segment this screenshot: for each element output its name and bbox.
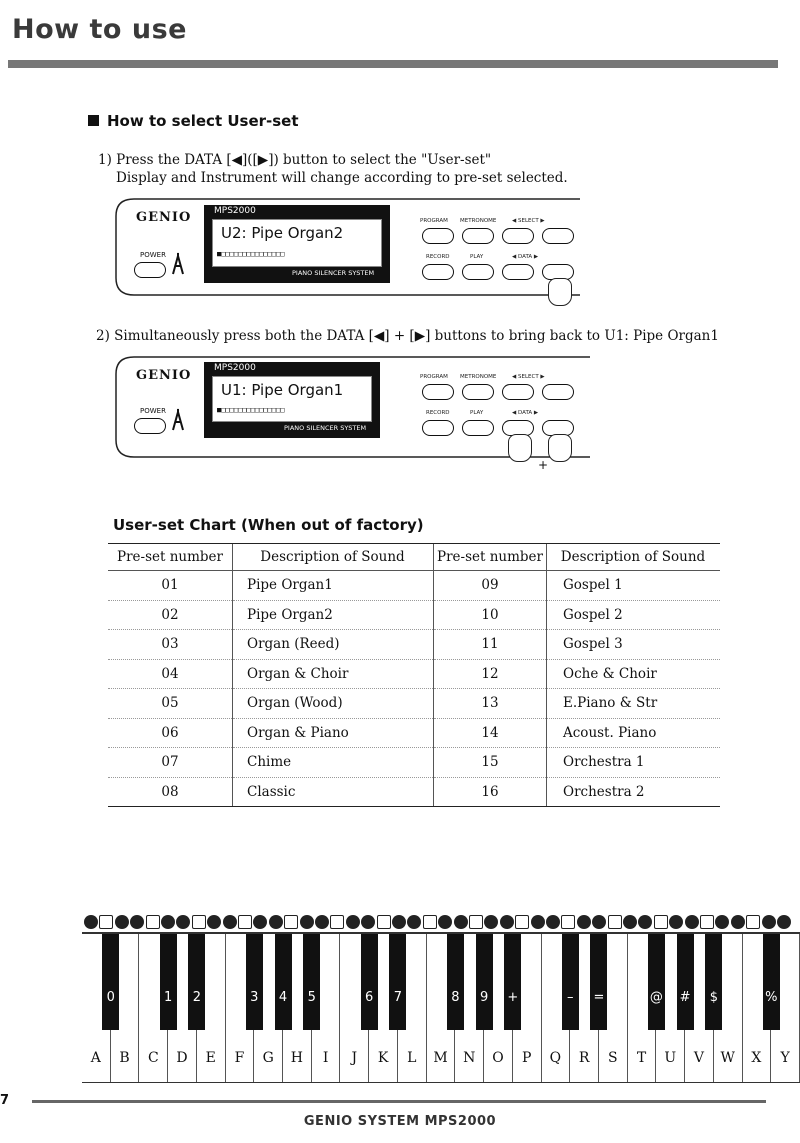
table-row (108, 659, 720, 689)
footer-text: GENIO SYSTEM MPS2000 (303, 1114, 497, 1129)
white-key-letter: V (693, 1050, 705, 1066)
black-key[interactable] (303, 934, 320, 1030)
table-row (108, 630, 720, 660)
black-key[interactable] (389, 934, 406, 1030)
key-marker-icon (777, 915, 791, 929)
key-marker-icon (192, 915, 206, 929)
sound-name: E.Piano & Str (547, 689, 721, 719)
key-marker-icon (577, 915, 591, 929)
label-program: PROGRAM (420, 374, 448, 380)
preset-number: 05 (108, 689, 233, 719)
key-marker-icon (592, 915, 606, 929)
sound-name: Gospel 2 (547, 600, 721, 630)
table-row (108, 748, 720, 778)
pressing-hand-icon (548, 278, 572, 306)
white-key-letter: R (578, 1050, 590, 1066)
key-marker-icon (253, 915, 267, 929)
black-key[interactable] (763, 934, 780, 1030)
black-key[interactable] (160, 934, 177, 1030)
key-marker-icon (284, 915, 298, 929)
white-key-letter: I (322, 1050, 329, 1066)
black-key[interactable] (447, 934, 464, 1030)
table-header-row (108, 544, 720, 571)
pressing-hand-left-icon (508, 434, 532, 462)
white-key-letter: O (492, 1050, 504, 1066)
sound-name: Organ & Piano (233, 718, 434, 748)
lcd-indicator-bar: ■□□□□□□□□□□□□□□□ (217, 250, 285, 258)
black-key[interactable] (590, 934, 607, 1030)
key-marker-icon (130, 915, 144, 929)
preset-number: 11 (434, 630, 547, 660)
step-1-line-1: 1) Press the DATA [◀]([▶]) button to select the "User-set" (98, 152, 492, 168)
key-marker-icon (515, 915, 529, 929)
black-key-char: 5 (307, 990, 316, 1005)
black-key-char: 0 (106, 990, 115, 1005)
lcd-screen (212, 219, 382, 267)
key-marker-icon (423, 915, 437, 929)
black-key[interactable] (504, 934, 521, 1030)
label-select: ◀ SELECT ▶ (512, 374, 545, 380)
black-key[interactable] (361, 934, 378, 1030)
key-marker-icon (762, 915, 776, 929)
white-key-letter: D (176, 1050, 188, 1066)
black-key[interactable] (476, 934, 493, 1030)
black-key[interactable] (102, 934, 119, 1030)
record-button[interactable] (422, 264, 454, 280)
power-plug-icon (170, 408, 186, 432)
label-data: ◀ DATA ▶ (512, 254, 539, 260)
label-record: RECORD (426, 254, 450, 260)
preset-number: 15 (434, 748, 547, 778)
preset-number: 14 (434, 718, 547, 748)
brand-label: GENIO (136, 210, 192, 225)
black-key[interactable] (188, 934, 205, 1030)
lcd-text: U1: Pipe Organ1 (221, 381, 344, 399)
power-button[interactable] (134, 262, 166, 278)
white-key-letter: B (119, 1050, 130, 1066)
preset-number: 10 (434, 600, 547, 630)
key-marker-icon (731, 915, 745, 929)
lcd-model: MPS2000 (214, 206, 256, 216)
white-key-letter: G (262, 1050, 274, 1066)
table-row (108, 718, 720, 748)
key-marker-icon (608, 915, 622, 929)
plus-sign: + (538, 458, 549, 472)
key-marker-icon (746, 915, 760, 929)
lcd-model: MPS2000 (214, 363, 256, 373)
key-marker-icon (484, 915, 498, 929)
white-key-letter: H (290, 1050, 303, 1066)
lcd-text: U2: Pipe Organ2 (221, 224, 344, 242)
black-key[interactable] (705, 934, 722, 1030)
sound-name: Organ (Wood) (233, 689, 434, 719)
col-header: Pre-set number (108, 544, 233, 571)
black-key-char: 4 (278, 990, 288, 1005)
metronome-button[interactable] (462, 384, 494, 400)
black-key-char: 2 (192, 990, 202, 1005)
sound-name: Gospel 3 (547, 630, 721, 660)
key-marker-icon (700, 915, 714, 929)
lcd-display (204, 362, 380, 438)
key-marker-icon (407, 915, 421, 929)
black-key-char: 1 (164, 990, 173, 1005)
black-key-char: 7 (393, 990, 403, 1005)
key-marker-icon (392, 915, 406, 929)
white-key-letter: X (751, 1050, 762, 1066)
lcd-screen (212, 376, 372, 422)
power-label: POWER (140, 251, 166, 259)
white-key-letter: T (636, 1050, 647, 1066)
table-row (108, 571, 720, 601)
select-left-button[interactable] (502, 384, 534, 400)
key-marker-icon (223, 915, 237, 929)
control-panel-1 (114, 196, 580, 296)
preset-number: 04 (108, 659, 233, 689)
key-marker-icon (546, 915, 560, 929)
black-key[interactable] (562, 934, 579, 1030)
label-metronome: METRONOME (460, 374, 497, 380)
key-marker-icon (500, 915, 514, 929)
bullet-square-icon (88, 115, 99, 126)
black-key-char: $ (709, 990, 718, 1005)
white-key-letter: J (351, 1050, 358, 1066)
black-key-char: = (593, 990, 605, 1005)
preset-number: 02 (108, 600, 233, 630)
white-key-letter: N (463, 1050, 476, 1066)
col-header: Description of Sound (547, 544, 721, 571)
white-key-letter: L (407, 1050, 417, 1066)
black-key-char: 8 (451, 990, 460, 1005)
key-marker-icon (469, 915, 483, 929)
black-key-char: – (566, 990, 574, 1005)
black-key-char: % (765, 990, 778, 1005)
sound-name: Chime (233, 748, 434, 778)
label-play: PLAY (470, 254, 484, 260)
preset-number: 01 (108, 571, 233, 601)
key-marker-icon (654, 915, 668, 929)
key-marker-icon (207, 915, 221, 929)
power-plug-icon (170, 252, 186, 276)
black-key[interactable] (246, 934, 263, 1030)
lcd-system-label: PIANO SILENCER SYSTEM (284, 424, 367, 432)
sound-name: Acoust. Piano (547, 718, 721, 748)
sound-name: Oche & Choir (547, 659, 721, 689)
key-marker-icon (685, 915, 699, 929)
preset-number: 09 (434, 571, 547, 601)
white-key-letter: U (664, 1050, 677, 1066)
key-marker-icon (84, 915, 98, 929)
table-row (108, 689, 720, 719)
preset-number: 03 (108, 630, 233, 660)
sound-name: Gospel 1 (547, 571, 721, 601)
black-key-char: 3 (250, 990, 259, 1005)
key-marker-icon (99, 915, 113, 929)
data-left-button[interactable] (502, 264, 534, 280)
sound-name: Orchestra 1 (547, 748, 721, 778)
black-key-char: # (679, 990, 691, 1005)
label-select: ◀ SELECT ▶ (512, 218, 545, 224)
footer-rule (32, 1100, 766, 1103)
brand-label: GENIO (136, 368, 192, 383)
lcd-system-label: PIANO SILENCER SYSTEM (292, 269, 375, 277)
label-play: PLAY (470, 410, 484, 416)
white-key-letter: W (720, 1050, 735, 1066)
preset-number: 13 (434, 689, 547, 719)
section-heading (88, 112, 299, 130)
key-marker-icon (531, 915, 545, 929)
power-label: POWER (140, 407, 166, 415)
key-marker-icon (438, 915, 452, 929)
preset-number: 08 (108, 777, 233, 807)
white-key-letter: K (377, 1050, 389, 1066)
white-key-letter: E (205, 1050, 216, 1066)
preset-number: 12 (434, 659, 547, 689)
table-row (108, 777, 720, 807)
key-marker-icon (330, 915, 344, 929)
key-marker-icon (361, 915, 375, 929)
black-key-char: + (507, 990, 519, 1005)
col-header: Pre-set number (434, 544, 547, 571)
step-2-text: 2) Simultaneously press both the DATA [◀] + [▶] buttons to bring back to U1: Pipe Organ1 (96, 328, 719, 344)
black-key-char: 9 (479, 990, 489, 1005)
table-row (108, 600, 720, 630)
preset-number: 16 (434, 777, 547, 807)
sound-name: Organ (Reed) (233, 630, 434, 660)
preset-number: 07 (108, 748, 233, 778)
user-set-table (108, 543, 720, 807)
step-1-line-2: Display and Instrument will change according to pre-set selected. (116, 170, 568, 186)
key-marker-icon (300, 915, 314, 929)
control-panel-2 (114, 354, 590, 472)
title-rule (8, 60, 778, 68)
metronome-button[interactable] (462, 228, 494, 244)
col-header: Description of Sound (233, 544, 434, 571)
key-marker-icon (669, 915, 683, 929)
white-key-letter: P (521, 1050, 532, 1066)
lcd-display (204, 205, 390, 283)
black-key-char: 6 (365, 990, 374, 1005)
key-marker-icon (315, 915, 329, 929)
key-marker-icon (623, 915, 637, 929)
sound-name: Orchestra 2 (547, 777, 721, 807)
select-right-button[interactable] (542, 384, 574, 400)
white-key-letter: F (234, 1050, 245, 1066)
black-key[interactable] (275, 934, 292, 1030)
key-marker-icon (346, 915, 360, 929)
sound-name: Classic (233, 777, 434, 807)
lcd-indicator-bar: ■□□□□□□□□□□□□□□□ (217, 406, 285, 414)
key-marker-icon (377, 915, 391, 929)
white-key-letter: Q (549, 1050, 562, 1066)
key-marker-icon (161, 915, 175, 929)
key-marker-icon (561, 915, 575, 929)
play-button[interactable] (462, 264, 494, 280)
key-marker-icon (115, 915, 129, 929)
key-marker-icon (238, 915, 252, 929)
chart-title: User-set Chart (When out of factory) (113, 516, 424, 534)
label-metronome: METRONOME (460, 218, 497, 224)
white-key-letter: A (90, 1050, 101, 1066)
record-button[interactable] (422, 420, 454, 436)
key-marker-icon (454, 915, 468, 929)
key-marker-icon (146, 915, 160, 929)
page-title: How to use (12, 14, 187, 45)
white-key-letter: S (608, 1050, 618, 1066)
black-key[interactable] (648, 934, 665, 1030)
black-key-char: @ (649, 990, 663, 1005)
key-marker-icon (269, 915, 283, 929)
select-left-button[interactable] (502, 228, 534, 244)
sound-name: Pipe Organ2 (233, 600, 434, 630)
program-button[interactable] (422, 228, 454, 244)
sound-name: Organ & Choir (233, 659, 434, 689)
key-marker-icon (638, 915, 652, 929)
preset-number: 06 (108, 718, 233, 748)
key-marker-icon (176, 915, 190, 929)
play-button[interactable] (462, 420, 494, 436)
label-record: RECORD (426, 410, 450, 416)
black-key[interactable] (677, 934, 694, 1030)
white-key-letter: M (433, 1050, 448, 1066)
white-key-letter: Y (780, 1050, 790, 1066)
program-button[interactable] (422, 384, 454, 400)
sound-name: Pipe Organ1 (233, 571, 434, 601)
label-data: ◀ DATA ▶ (512, 410, 539, 416)
label-program: PROGRAM (420, 218, 448, 224)
select-right-button[interactable] (542, 228, 574, 244)
piano-keyboard (82, 932, 800, 1083)
section-heading-text: How to select User-set (107, 112, 299, 130)
page-number: 7 (0, 1093, 10, 1108)
power-button[interactable] (134, 418, 166, 434)
white-key-letter: C (147, 1050, 159, 1066)
key-marker-icon (715, 915, 729, 929)
pressing-hand-right-icon (548, 434, 572, 462)
